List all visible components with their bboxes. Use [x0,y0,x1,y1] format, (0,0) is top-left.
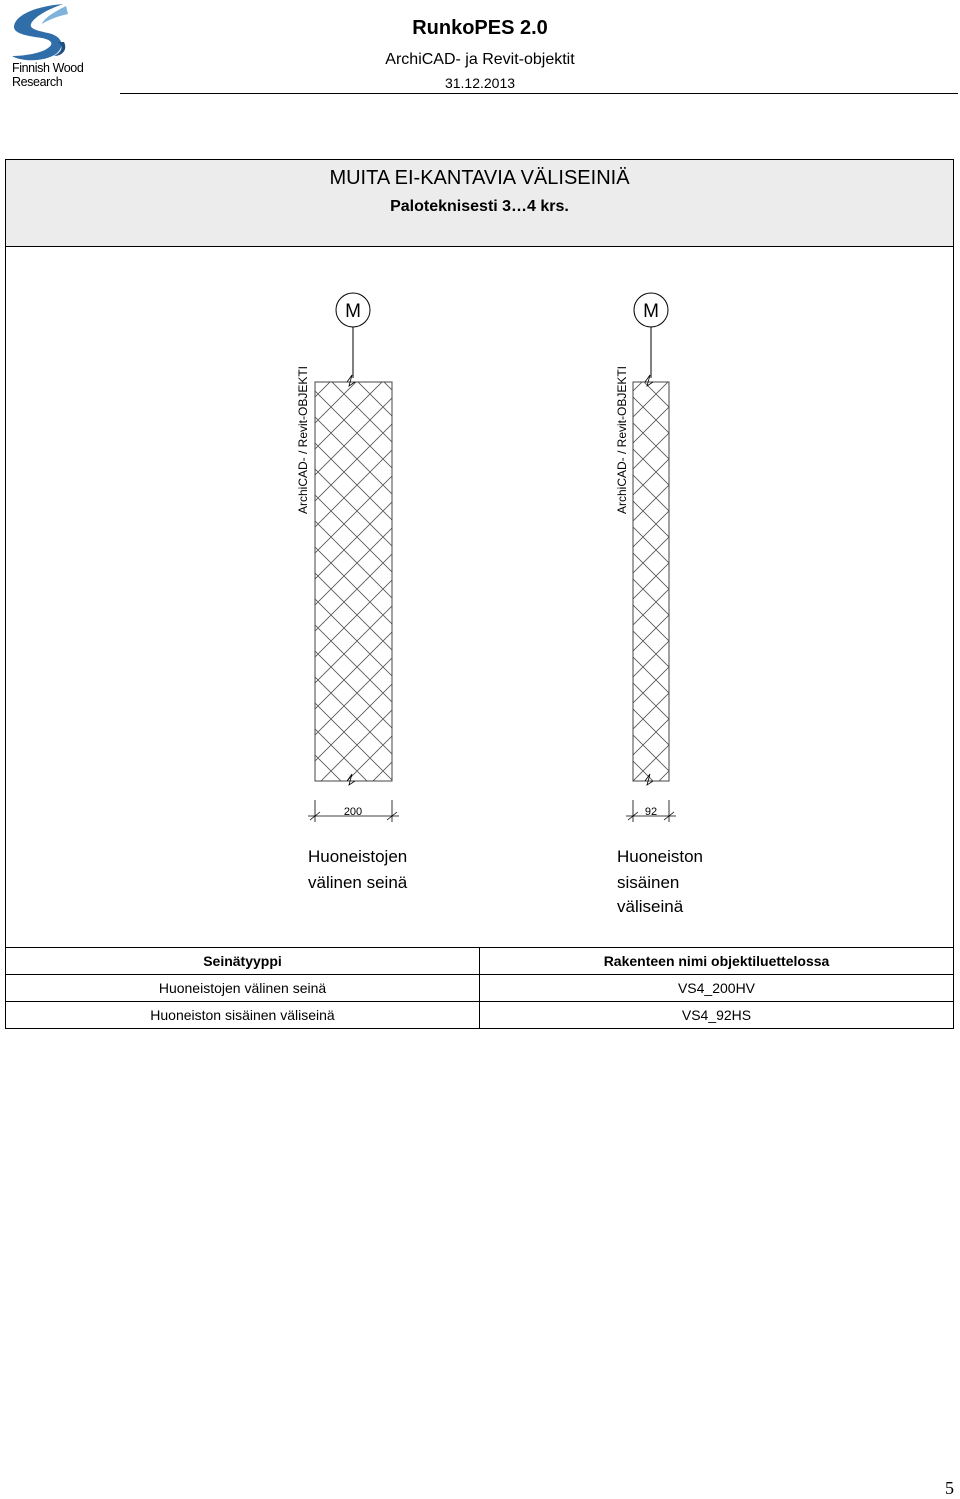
table-header-cell: Rakenteen nimi objektiluettelossa [480,948,954,975]
wall-92-dimension: 92 [644,806,658,818]
wall-200-side-label: ArchiCAD- / Revit-OBJEKTI [296,365,310,514]
table-header-row [6,948,953,975]
logo-text-line2: Research [12,75,63,89]
table-header-cell: Seinätyyppi [6,948,480,975]
wall-section-drawing [6,160,953,947]
document-subtitle: ArchiCAD- ja Revit-objektit [385,51,575,68]
wall-200-caption-line2: välinen seinä [308,873,408,892]
document-title: RunkoPES 2.0 [412,17,548,39]
header-divider [120,93,958,94]
wall-200 [296,293,408,892]
document-date: 31.12.2013 [444,75,516,91]
section-subtitle: Paloteknisesti 3…4 krs. [390,198,569,215]
table-cell: VS4_200HV [480,975,954,1002]
table-cell: Huoneiston sisäinen väliseinä [6,1002,480,1029]
content-frame [5,159,954,1029]
wall-92-tag: M [643,301,659,322]
wall-92-side-label: ArchiCAD- / Revit-OBJEKTI [615,365,629,514]
wall-200-tag: M [345,301,361,322]
table-cell: Huoneistojen välinen seinä [6,975,480,1002]
wall-92-hatch [633,382,669,781]
table-row [6,1002,953,1029]
page-number: 5 [945,1478,954,1498]
wall-200-hatch [315,382,392,781]
wall-92-caption-line2: sisäinen [617,873,680,892]
wall-92 [615,293,703,916]
wall-200-caption-line1: Huoneistojen [308,847,408,866]
wall-200-dimension: 200 [343,806,363,818]
wall-type-table [6,947,953,1028]
wall-92-caption-line3: väliseinä [617,897,684,916]
section-title: MUITA EI-KANTAVIA VÄLISEINIÄ [329,167,630,189]
logo-text-line1: Finnish Wood [12,61,84,75]
table-cell: VS4_92HS [480,1002,954,1029]
table-row [6,975,953,1002]
wall-92-caption-line1: Huoneiston [617,847,704,866]
